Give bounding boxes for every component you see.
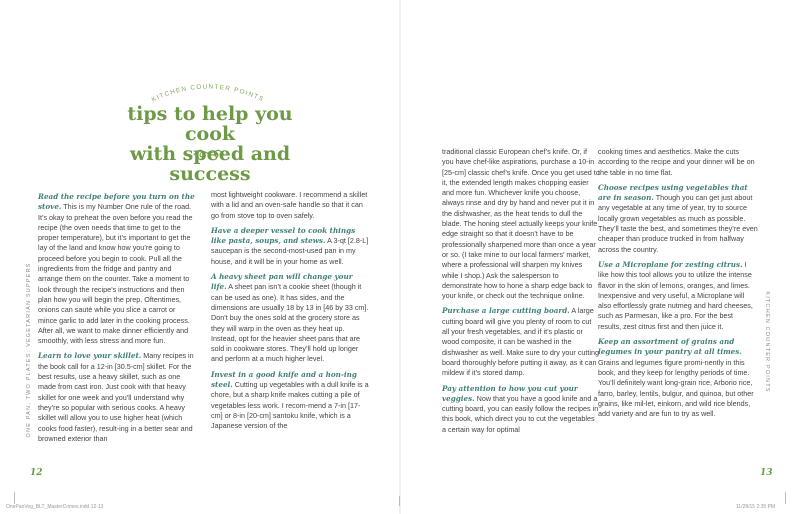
tip-body: I like how this tool allows you to utilize the intense flavor in the skin of lemons, oranges, and limes. Inexpensive and very useful, a Microplane will also effortlessly grate nutmeg and hard cheeses, such as Parmesan, like a pro. For the best results, zest citrus first and then juice it. — [598, 259, 753, 331]
tip-heading: Have a deeper vessel to cook things like pasta, soups, and stews. — [211, 225, 356, 246]
tip-paragraph — [38, 192, 196, 346]
tip-heading: Pay attention to how you cut your veggies. — [442, 383, 578, 403]
tip-heading: Keep an assortment of grains and legumes in your pantry at all times. — [598, 337, 742, 357]
tip-heading: Invest in a good knife and a hon-ing steel. — [211, 369, 357, 390]
tip-paragraph — [211, 226, 369, 267]
page-headline — [100, 104, 320, 184]
crop-mark — [14, 492, 15, 504]
page-number-left: 12 — [30, 468, 43, 478]
tip-paragraph — [211, 272, 369, 365]
crop-mark — [399, 496, 400, 506]
tip-body: A 3-qt [2.8-L] saucepan is the second-most-used pan in my house, and it will be in your home as well. — [211, 236, 369, 266]
kicker-arc — [138, 73, 278, 107]
tip-paragraph — [211, 370, 369, 432]
tip-body: cooking times and aesthetics. Make the cuts according to the recipe and your dinner will be on the table in no time flat. — [598, 147, 755, 177]
tip-paragraph — [598, 183, 758, 255]
tip-body: A large cutting board will give you plenty of room to cut all your fresh vegetables, and if it’s plastic or wood composite, it can be washed in the dishwasher as well. Make sure to dry your cutting board thoroughly before putting it away, as it can mildew if it’s stored damp. — [442, 306, 599, 378]
print-slug-left: OnePanVeg_BLT_MasterCrimes.indd 12-13 — [6, 504, 104, 510]
tip-heading: Learn to love your skillet. — [38, 351, 142, 361]
left-running-head: ONE PAN, TWO PLATES: VEGETARIAN SUPPERS — [26, 262, 32, 438]
text-column-1 — [38, 192, 196, 449]
text-column-3 — [442, 147, 600, 440]
crop-mark — [785, 492, 786, 504]
headline-line-1: tips to help you cook — [127, 103, 293, 145]
tip-paragraph — [38, 351, 196, 444]
headline-line-2: with speed and success — [129, 143, 291, 185]
tip-body: Though you can get just about any vegetable at any time of year, try to source locally grown vegetables as much as possible. They’ll taste the best, and sometimes they’re even cheaper than produce trucked in from halfway across the country. — [598, 193, 758, 254]
tip-body: Cutting up vegetables with a dull knife is a chore, but a sharp knife makes cutting a pile of vegetables less work. I recom-mend a 7-in [17-cm] or 8-in [20-cm] santoku knife, which is a Japanese version of the — [211, 380, 369, 431]
tip-paragraph — [598, 337, 758, 419]
print-slug-right: 11/28/15 2:35 PM — [736, 504, 776, 510]
kicker-text: KITCHEN COUNTER POINTS — [150, 83, 266, 104]
tip-heading: Purchase a large cutting board. — [442, 306, 570, 316]
tip-paragraph — [598, 260, 758, 332]
tip-paragraph — [211, 190, 369, 221]
tip-heading: A heavy sheet pan will change your life. — [211, 272, 353, 292]
text-column-4 — [598, 147, 758, 424]
tip-body: Now that you have a good knife and a cutting board, you can easily follow the recipes in this book, which direct you to cut the vegetables a certain way for optimal — [442, 393, 599, 434]
right-running-head: KITCHEN COUNTER POINTS — [764, 291, 770, 393]
tip-body: traditional classic European chef’s knife. Or, if you have chef-like aspirations, purchase a 10-in [25-cm] classic chef’s knife. Once you get used to it, the extended length makes chopping easier and more fun. Whichever knife you choose, always rinse and dry by hand and never put it in the dishwasher, as the heat tends to dull the blade. The honing steel actually keeps your knife edge straight so that it doesn’t have to be professionally sharpened more than once a year or so. (I take mine to our local farmers’ market, where a professional will sharpen my knives while I shop.) Ask the salesperson to demonstrate how to hone a sharp edge back to your knife, or check out the technique online. — [442, 147, 600, 301]
tip-body: A sheet pan isn’t a cookie sheet (though it can be used as one). It has sides, and the dimensions are usually 18 by 13 in [46 by 33 cm]. Don’t buy the ones sold at the grocery store as they will warp in the oven as they heat up. Instead, opt for the heavier sheet pans that are sold in cookware stores. They’ll hold up longer and perform at a much higher level. — [211, 282, 369, 364]
tip-paragraph — [442, 147, 600, 301]
swirl-ornament-icon — [192, 148, 226, 162]
tip-heading: Read the recipe before you turn on the stove. — [38, 192, 195, 212]
tip-body: most lightweight cookware. I recommend a skillet with a lid and an oven-safe handle so that it can go from stove top to oven safely. — [211, 190, 368, 220]
gutter — [399, 0, 401, 514]
tip-heading: Choose recipes using vegetables that are in season. — [598, 182, 748, 203]
tip-body: This is my Number One rule of the road. It’s okay to preheat the oven before you read the recipe (the oven needs that time to get to the proper temperature), but it’s important to get the lay of the land and know how you’re going to proceed before you begin to cook. Pull all the ingredients from the fridge and pantry and arrange them on the counter. Take a moment to look through the recipe’s instructions and then plan how you will begin the prep. Oftentimes, onions can sauté while you slice a carrot or mince garlic to add later in the cooking process. After all, we want to make dinner efficiently and smoothly, with less stress and more fun. — [38, 202, 193, 346]
tip-paragraph — [442, 384, 600, 435]
page-number-right: 13 — [760, 468, 773, 478]
tip-heading: Use a Microplane for zesting citrus. — [598, 259, 743, 269]
tip-paragraph — [598, 147, 758, 178]
tip-body: Many recipes in the book call for a 12-in [30.5-cm] skillet. For the best results, use a heavy skillet, such as one made from cast iron. Just cook with that heavy skillet for one week and you’ll understand why they’re so popular with serious cooks. A heavy skillet will allow you to use higher heat (which cooks food faster), result-ing in a better sear and browned exterior than — [38, 351, 194, 443]
tip-body: Grains and legumes figure promi-nently in this book, and they keep for lengthy periods of time. You’ll definitely want long-grain rice, Arborio rice, farro, barley, lentils, bulgur, and quinoa, but other grains, like mil-let, einkorn, and wild rice blends, add variety and are fun to try as well. — [598, 357, 754, 419]
tip-paragraph — [442, 306, 600, 378]
text-column-2 — [211, 190, 369, 437]
